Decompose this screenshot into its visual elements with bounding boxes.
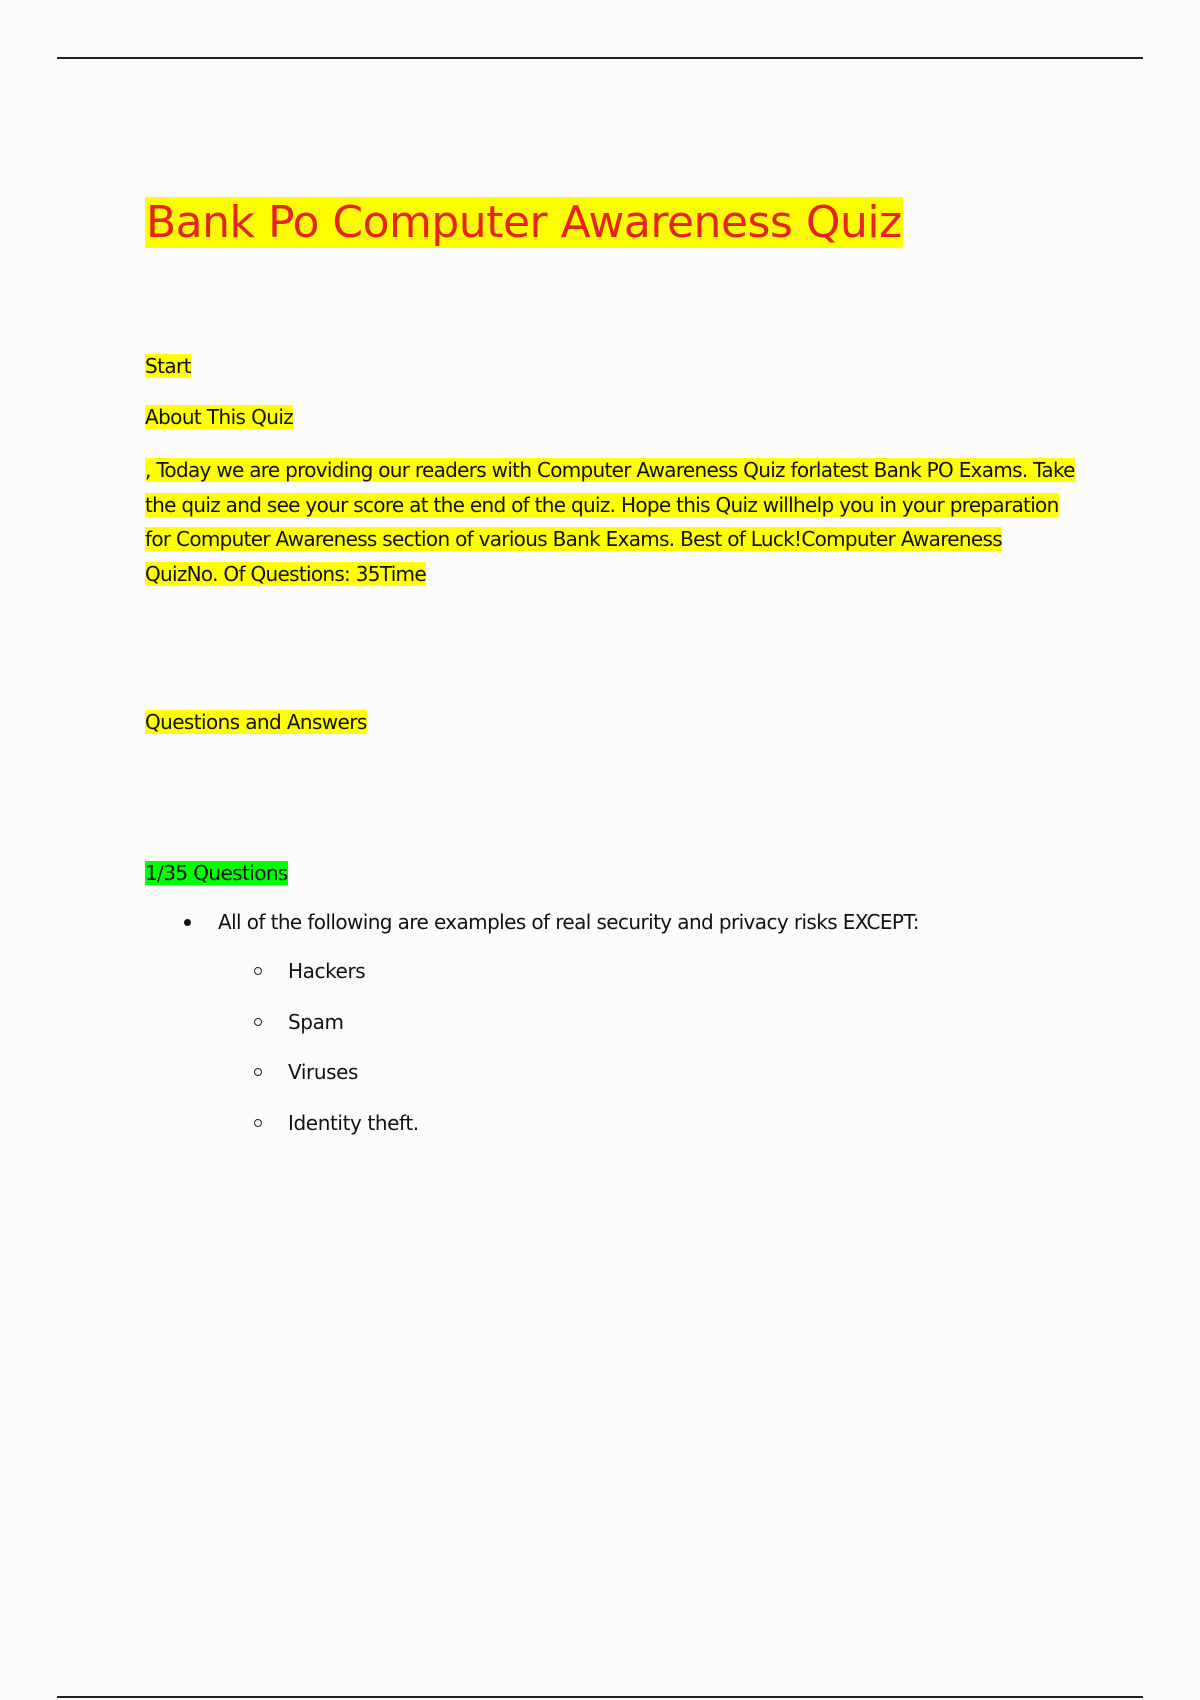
hollow-bullet-icon [254, 967, 262, 975]
answer-option-text: Identity theft. [288, 1110, 419, 1135]
start-label-text: Start [145, 354, 191, 378]
question-text: All of the following are examples of real security and privacy risks EXCEPT: [218, 910, 919, 934]
document-title-text: Bank Po Computer Awareness Quiz [146, 197, 902, 248]
hollow-bullet-icon [254, 1068, 262, 1076]
bullet-icon [184, 919, 191, 926]
about-quiz-label-text: About This Quiz [145, 405, 294, 429]
answer-option-text: Spam [288, 1009, 344, 1034]
question-count-text: 1/35 Questions [145, 861, 288, 885]
answer-option [254, 1008, 419, 1036]
hollow-bullet-icon [254, 1018, 262, 1026]
question-count-label [145, 859, 288, 887]
intro-paragraph [145, 453, 1075, 591]
intro-paragraph-text: , Today we are providing our readers with Computer Awareness Quiz forlatest Bank PO Exams. Take the quiz and see your score at the end of the quiz. Hope this Quiz willhelp you in your preparation for Computer Awareness section of various Bank Exams. Best of Luck!Computer Awareness QuizNo. Of Questions: 35Time [145, 458, 1075, 586]
about-quiz-label [145, 403, 293, 431]
hollow-bullet-icon [254, 1119, 262, 1127]
questions-answers-label [145, 708, 367, 736]
questions-answers-label-text: Questions and Answers [145, 710, 367, 734]
bottom-rule [57, 1696, 1143, 1698]
start-label [145, 352, 191, 380]
question-item [182, 908, 919, 936]
answer-option-text: Hackers [288, 959, 366, 983]
answer-option-text: Viruses [288, 1060, 359, 1084]
answer-option [254, 957, 419, 985]
document-title [145, 196, 903, 250]
answer-option [254, 1058, 419, 1086]
answer-option [254, 1109, 419, 1137]
answer-options-list [254, 957, 419, 1159]
top-rule [57, 57, 1143, 59]
